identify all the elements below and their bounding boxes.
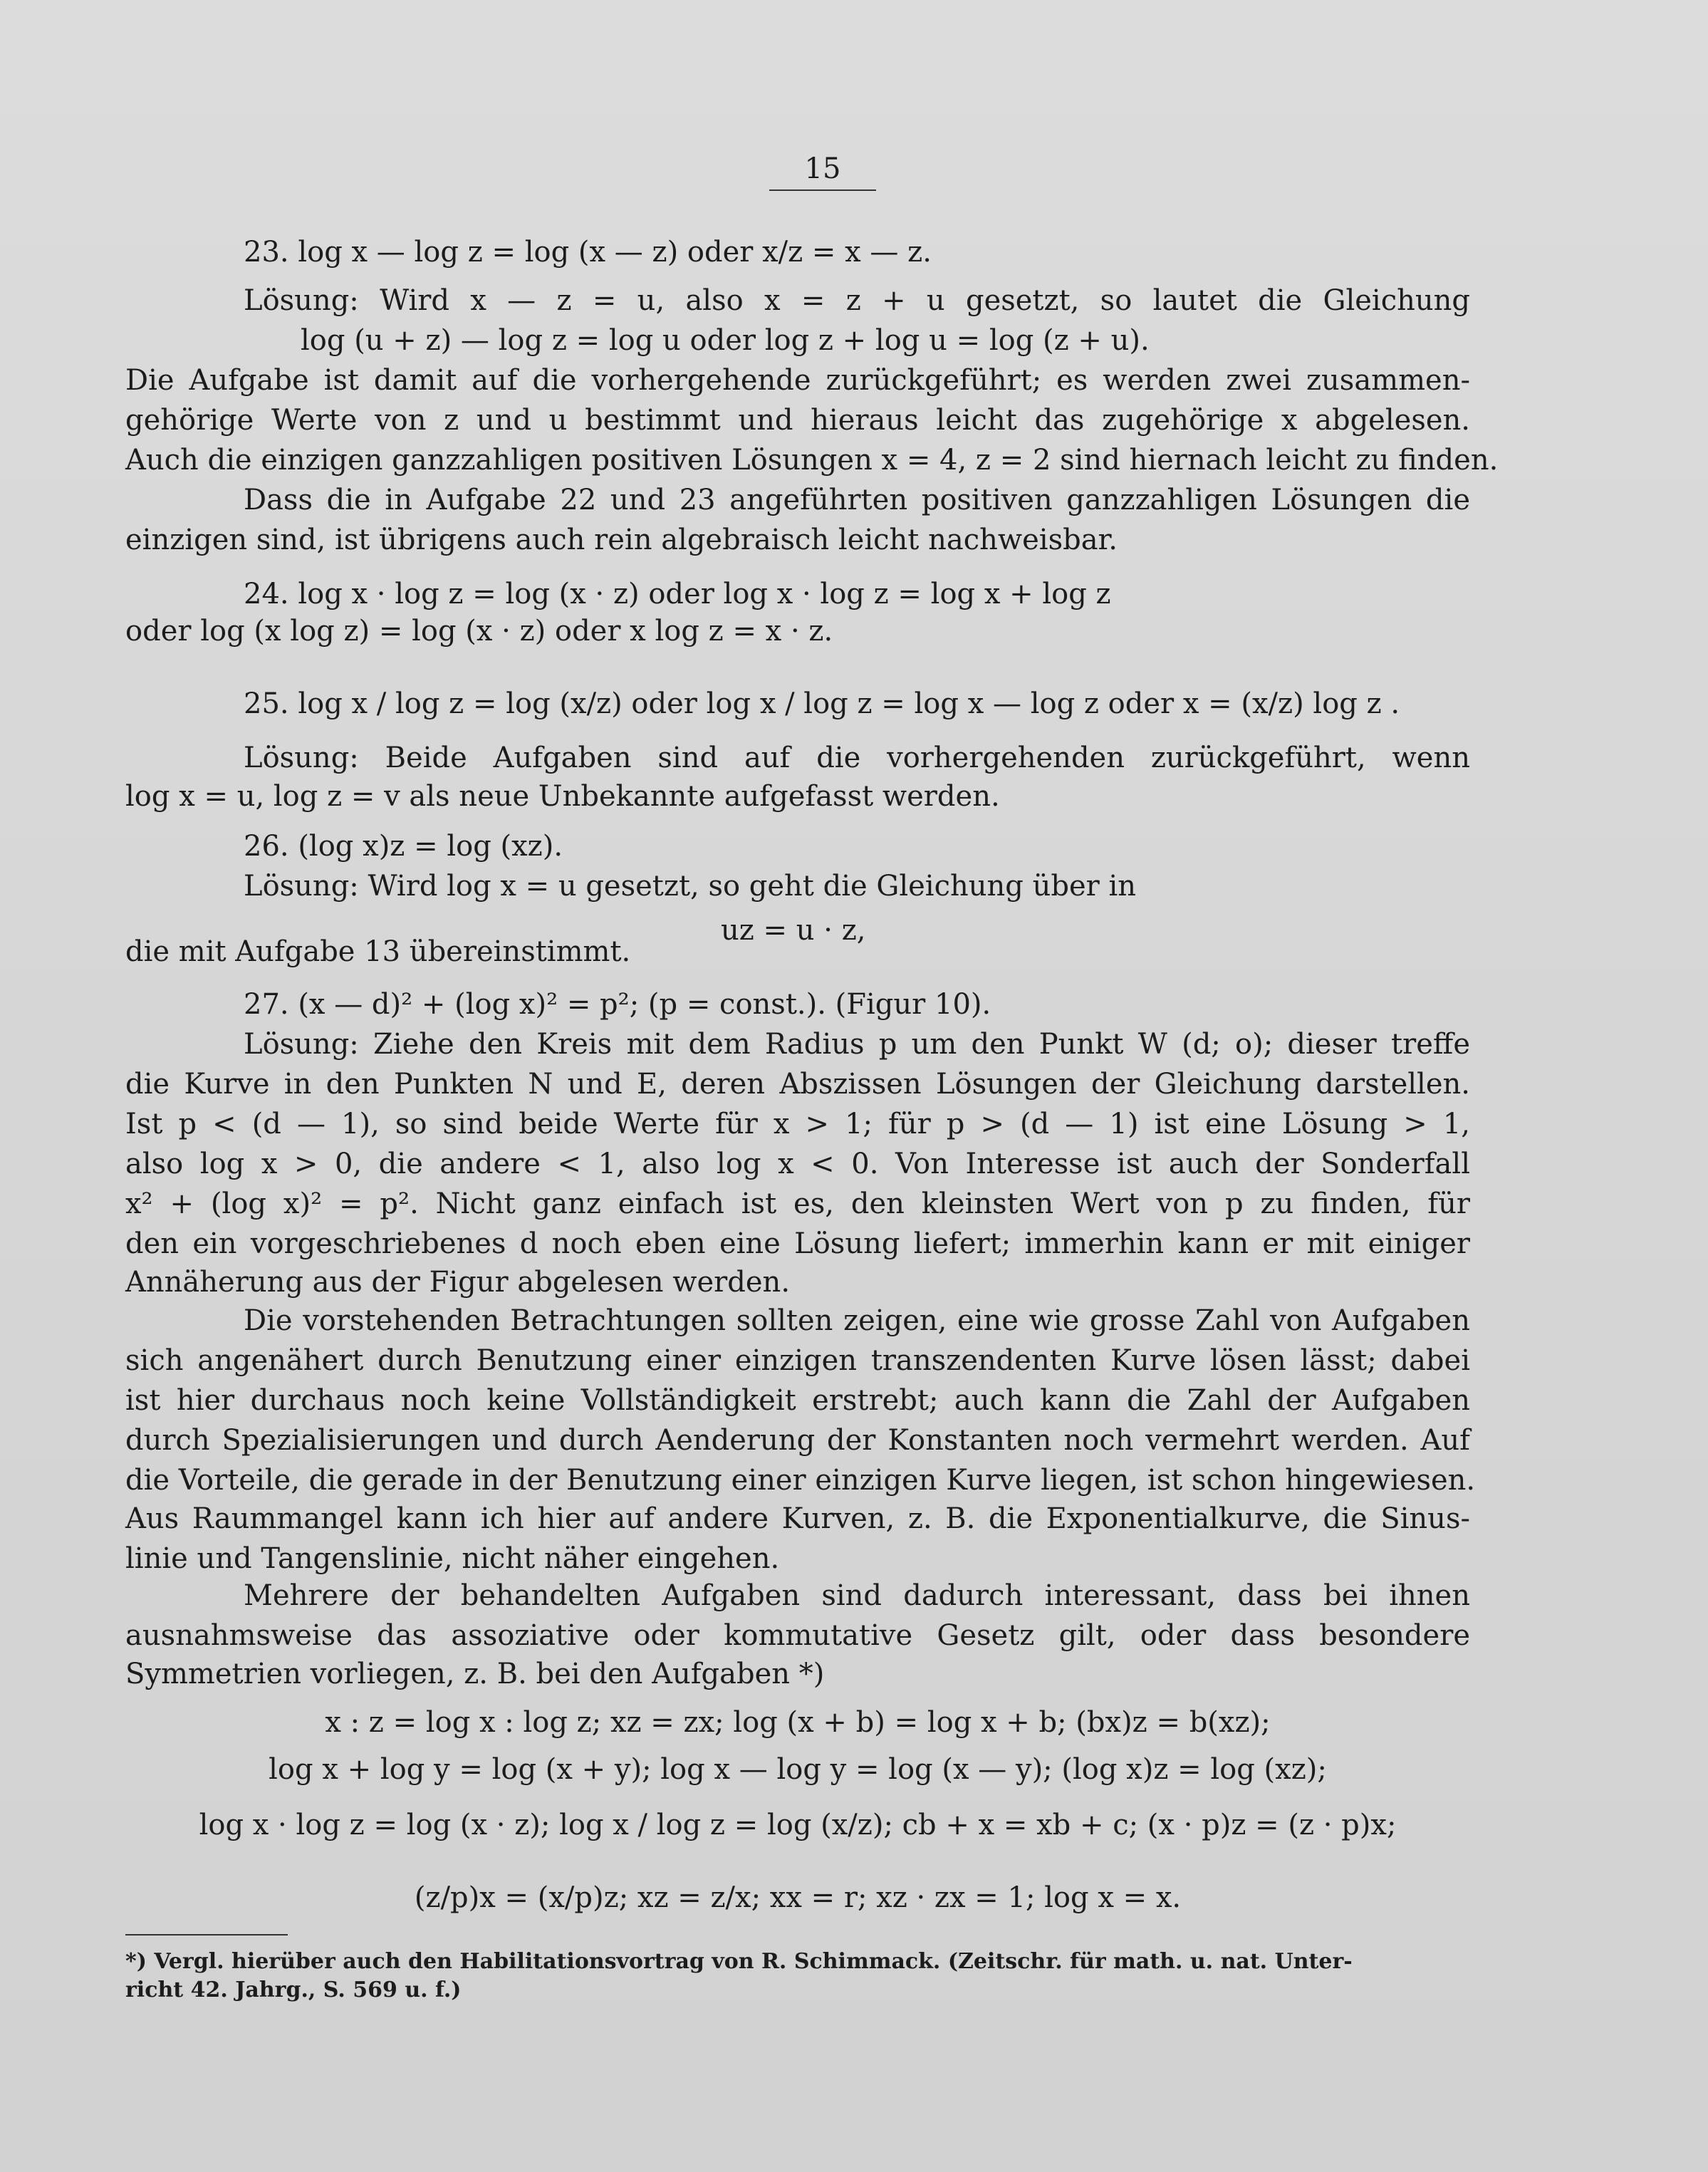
text-line: linie und Tangenslinie, nicht näher eingehen. bbox=[125, 1542, 780, 1575]
text-line: 23. log x — log z = log (x — z) oder x/z = x — z. bbox=[244, 236, 932, 269]
text-line: ausnahmsweise das assoziative oder kommutative Gesetz gilt, oder dass besondere bbox=[125, 1619, 1470, 1652]
text-line: durch Spezialisierungen und durch Aenderung der Konstanten noch vermehrt werden. Auf bbox=[125, 1424, 1470, 1457]
text-line: die Vorteile, die gerade in der Benutzung einer einzigen Kurve liegen, ist schon hingewiesen. bbox=[125, 1464, 1476, 1497]
formula-line: (z/p)x = (x/p)z; xz = z/x; xx = r; xz · zx = 1; log x = x. bbox=[414, 1881, 1182, 1914]
text-line: 27. (x — d)² + (log x)² = p²; (p = const.). (Figur 10). bbox=[244, 988, 991, 1021]
formula-line: x : z = log x : log z; xz = zx; log (x + b) = log x + b; (bx)z = b(xz); bbox=[325, 1706, 1271, 1739]
footnote-line: *) Vergl. hierüber auch den Habilitationsvortrag von R. Schimmack. (Zeitschr. für math. u. nat. Unter- bbox=[125, 1949, 1353, 1974]
formula-line: log x + log y = log (x + y); log x — log y = log (x — y); (log x)z = log (xz); bbox=[269, 1753, 1327, 1786]
text-line: x² + (log x)² = p². Nicht ganz einfach ist es, den kleinsten Wert von p zu finden, für bbox=[125, 1188, 1470, 1220]
text-line: Mehrere der behandelten Aufgaben sind dadurch interessant, dass bei ihnen bbox=[244, 1579, 1470, 1612]
text-line: also log x > 0, die andere < 1, also log x < 0. Von Interesse ist auch der Sonderfall bbox=[125, 1148, 1470, 1180]
text-line: 24. log x · log z = log (x · z) oder log x · log z = log x + log z bbox=[244, 578, 1111, 610]
text-line: Lösung: Wird log x = u gesetzt, so geht die Gleichung über in bbox=[244, 870, 1137, 903]
text-line: gehörige Werte von z und u bestimmt und hieraus leicht das zugehörige x abgelesen. bbox=[125, 404, 1470, 437]
text-line: oder log (x log z) = log (x · z) oder x log z = x · z. bbox=[125, 615, 833, 648]
formula-line: log x · log z = log (x · z); log x / log z = log (x/z); cb + x = xb + c; (x · p)z = (z · p)x; bbox=[199, 1809, 1397, 1841]
text-line: Lösung: Ziehe den Kreis mit dem Radius p um den Punkt W (d; o); dieser treffe bbox=[244, 1028, 1470, 1061]
text-line: Die Aufgabe ist damit auf die vorhergehende zurückgeführt; es werden zwei zusammen- bbox=[125, 364, 1470, 397]
text-line: Ist p < (d — 1), so sind beide Werte für x > 1; für p > (d — 1) ist eine Lösung > 1, bbox=[125, 1108, 1470, 1140]
footnote-line: richt 42. Jahrg., S. 569 u. f.) bbox=[125, 1978, 462, 2002]
text-line: Symmetrien vorliegen, z. B. bei den Aufgaben *) bbox=[125, 1658, 825, 1690]
text-line: die mit Aufgabe 13 übereinstimmt. bbox=[125, 935, 631, 968]
text-line: sich angenähert durch Benutzung einer einzigen transzendenten Kurve lösen lässt; dabei bbox=[125, 1344, 1470, 1377]
text-line: uz = u · z, bbox=[721, 914, 866, 947]
text-line: Die vorstehenden Betrachtungen sollten zeigen, eine wie grosse Zahl von Aufgaben bbox=[244, 1304, 1470, 1337]
footnote-rule bbox=[125, 1934, 288, 1935]
text-line: Annäherung aus der Figur abgelesen werden. bbox=[125, 1266, 791, 1299]
text-line: den ein vorgeschriebenes d noch eben eine Lösung liefert; immerhin kann er mit einiger bbox=[125, 1227, 1470, 1260]
text-line: Auch die einzigen ganzzahligen positiven Lösungen x = 4, z = 2 sind hiernach leicht zu finden. bbox=[125, 444, 1499, 477]
text-line: 26. (log x)z = log (xz). bbox=[244, 830, 563, 863]
text-line: Dass die in Aufgabe 22 und 23 angeführten positiven ganzzahligen Lösungen die bbox=[244, 484, 1470, 516]
text-line: 25. log x / log z = log (x/z) oder log x / log z = log x — log z oder x = (x/z) log z . bbox=[244, 687, 1400, 720]
page-number: 15 bbox=[769, 152, 876, 191]
text-line: Lösung: Beide Aufgaben sind auf die vorhergehenden zurückgeführt, wenn bbox=[244, 742, 1470, 774]
text-line: einzigen sind, ist übrigens auch rein algebraisch leicht nachweisbar. bbox=[125, 524, 1118, 556]
text-line: Lösung: Wird x — z = u, also x = z + u gesetzt, so lautet die Gleichung bbox=[244, 284, 1470, 317]
text-line: log x = u, log z = v als neue Unbekannte aufgefasst werden. bbox=[125, 780, 1000, 813]
text-line: log (u + z) — log z = log u oder log z + log u = log (z + u). bbox=[301, 324, 1150, 357]
text-line: die Kurve in den Punkten N und E, deren Abszissen Lösungen der Gleichung darstellen. bbox=[125, 1068, 1470, 1101]
text-line: Aus Raummangel kann ich hier auf andere Kurven, z. B. die Exponentialkurve, die Sinus- bbox=[125, 1502, 1470, 1535]
text-line: ist hier durchaus noch keine Vollständigkeit erstrebt; auch kann die Zahl der Aufgaben bbox=[125, 1384, 1470, 1417]
